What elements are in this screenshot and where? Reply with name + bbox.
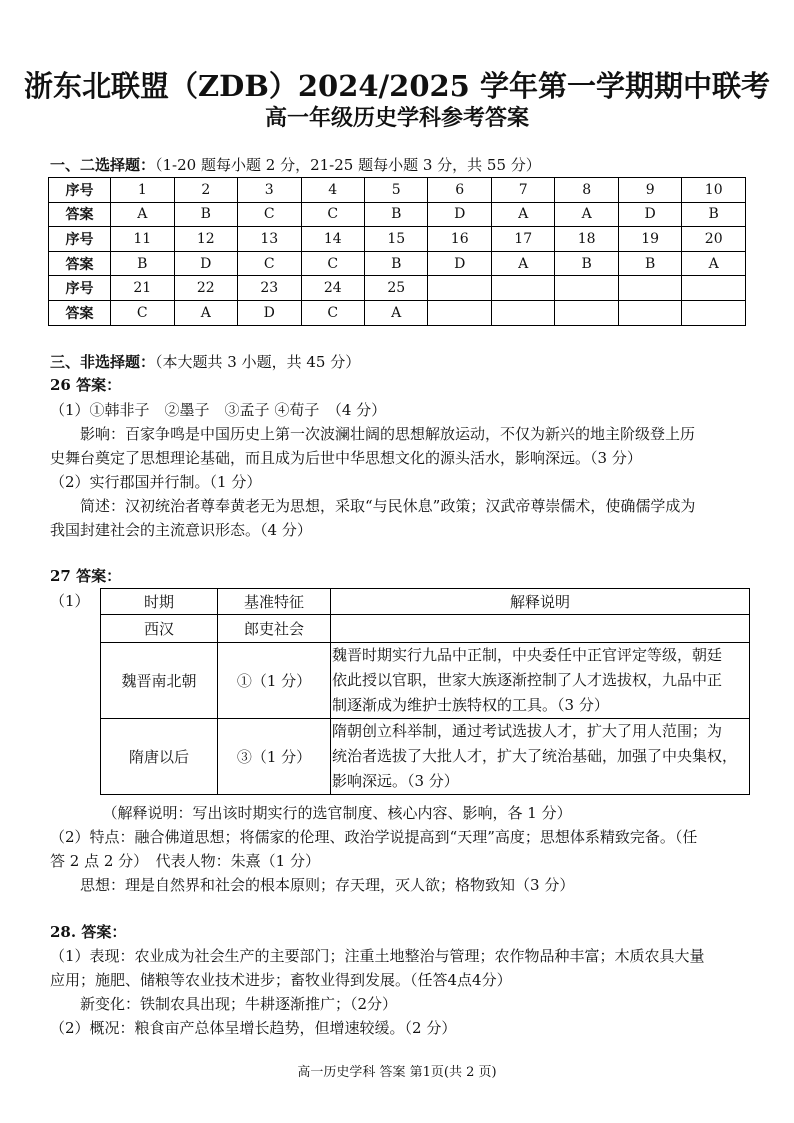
answer-cell: B: [364, 202, 427, 227]
question-number-cell: 3: [238, 178, 301, 203]
answer-cell: B: [111, 251, 174, 276]
header-explain: 解释说明: [331, 589, 750, 615]
question-number-cell: [618, 276, 681, 301]
question-number-cell: 18: [555, 227, 618, 252]
answer-line: （2）特点：融合佛道思想；将儒家的伦理、政治学说提高到“天理”高度；思想体系精致完备。（任: [50, 828, 698, 846]
answer-line: 影响：百家争鸣是中国历史上第一次波澜壮阔的思想解放运动，不仅为新兴的地主阶级登上历: [50, 425, 696, 443]
answer-cell: A: [555, 202, 618, 227]
answer-cell: D: [618, 202, 681, 227]
answer-line: 我国封建社会的主流意识形态。（4 分）: [50, 521, 312, 539]
answer-line: 应用；施肥、储粮等农业技术进步；畜牧业得到发展。（任答4点4分）: [50, 971, 512, 989]
explain-line: 统治者选拔了大批人才，扩大了统治基础，加强了中央集权，: [332, 747, 738, 765]
table-row: [101, 615, 750, 643]
number-row: [49, 227, 746, 252]
section3-title: 三、非选择题：: [50, 353, 156, 371]
answer-row-label: 答案: [49, 251, 111, 276]
question-number-cell: 25: [364, 276, 427, 301]
answer-cell: C: [301, 300, 364, 325]
document-subtitle: 高一年级历史学科参考答案: [264, 105, 529, 131]
explain-cell: [331, 719, 750, 795]
section1-title: 一、二选择题：: [50, 156, 156, 174]
answer-line: （2）概况：粮食亩产总体呈增长趋势，但增速较缓。（2 分）: [50, 1019, 457, 1037]
q27-selection-system-table: [100, 588, 750, 795]
document-title: 浙东北联盟（ZDB）2024/2025 学年第一学期期中联考: [24, 69, 770, 103]
question-number-cell: [491, 276, 554, 301]
answer-line: 简述：汉初统治者尊奉黄老无为思想，采取“与民休息”政策；汉武帝尊崇儒术，使确儒学成为: [50, 497, 696, 515]
answer-cell: [682, 300, 746, 325]
header-period: 时期: [101, 589, 218, 615]
answer-cell: D: [174, 251, 237, 276]
question-number-cell: 19: [618, 227, 681, 252]
answer-cell: B: [618, 251, 681, 276]
page-footer: 高一历史学科 答案 第1页(共 2 页): [297, 1065, 497, 1080]
number-row-label: 序号: [49, 276, 111, 301]
question-number-cell: 16: [428, 227, 491, 252]
answer-line: （1）①韩非子 ②墨子 ③孟子 ④荀子 （4 分）: [50, 401, 387, 419]
question-number-cell: 17: [491, 227, 554, 252]
explain-cell: [331, 615, 750, 643]
question-number-cell: 5: [364, 178, 427, 203]
answer-cell: [428, 300, 491, 325]
explain-line: 制逐渐成为维护士族特权的工具。（3 分）: [332, 696, 609, 714]
number-row-label: 序号: [49, 178, 111, 203]
question-number-cell: 10: [682, 178, 746, 203]
answer-cell: D: [428, 251, 491, 276]
q27-label: 27 答案：: [50, 567, 122, 585]
answer-cell: C: [238, 202, 301, 227]
answer-cell: B: [682, 202, 746, 227]
question-number-cell: 13: [238, 227, 301, 252]
answer-cell: [491, 300, 554, 325]
section1-note: （1-20 题每小题 2 分，21-25 题每小题 3 分，共 55 分）: [155, 156, 541, 174]
answer-cell: A: [682, 251, 746, 276]
answer-cell: A: [491, 251, 554, 276]
answer-cell: D: [238, 300, 301, 325]
answer-cell: A: [111, 202, 174, 227]
question-number-cell: [682, 276, 746, 301]
answer-cell: [555, 300, 618, 325]
table-row: [101, 643, 750, 719]
question-number-cell: 24: [301, 276, 364, 301]
answer-row-label: 答案: [49, 300, 111, 325]
answer-cell: C: [301, 202, 364, 227]
number-row-label: 序号: [49, 227, 111, 252]
question-number-cell: [555, 276, 618, 301]
question-number-cell: 21: [111, 276, 174, 301]
answer-row: [49, 251, 746, 276]
question-number-cell: 23: [238, 276, 301, 301]
answer-line: 答 2 点 2 分） 代表人物：朱熹（1 分）: [50, 852, 320, 870]
question-number-cell: 9: [618, 178, 681, 203]
answer-row: [49, 300, 746, 325]
number-row: [49, 178, 746, 203]
explain-cell: [331, 643, 750, 719]
q28-label: 28. 答案：: [50, 923, 127, 941]
answer-line: （2）实行郡国并行制。（1 分）: [50, 473, 262, 491]
answer-cell: A: [491, 202, 554, 227]
answer-cell: C: [238, 251, 301, 276]
answer-line: 史舞台奠定了思想理论基础，而且成为后世中华思想文化的源头活水，影响深远。（3 分）: [50, 449, 642, 467]
question-number-cell: 8: [555, 178, 618, 203]
question-number-cell: 1: [111, 178, 174, 203]
answer-line: （1）表现：农业成为社会生产的主要部门；注重土地整治与管理；农作物品种丰富；木质农具大量: [50, 947, 705, 965]
period-cell: 隋唐以后: [101, 719, 218, 795]
question-number-cell: 6: [428, 178, 491, 203]
explain-line: 隋朝创立科举制，通过考试选拔人才，扩大了用人范围；为: [332, 722, 723, 740]
question-number-cell: 12: [174, 227, 237, 252]
question-number-cell: 11: [111, 227, 174, 252]
answer-cell: B: [364, 251, 427, 276]
section3-heading: [50, 352, 360, 372]
feature-cell: ①（1 分）: [218, 643, 331, 719]
answer-row: [49, 202, 746, 227]
question-number-cell: 4: [301, 178, 364, 203]
multiple-choice-answer-table: [48, 177, 746, 326]
table-row: [101, 719, 750, 795]
explain-line: 影响深远。（3 分）: [332, 772, 459, 790]
question-number-cell: 15: [364, 227, 427, 252]
answer-line: （解释说明：写出该时期实行的选官制度、核心内容、影响，各 1 分）: [50, 804, 572, 822]
answer-cell: [618, 300, 681, 325]
feature-cell: 郎吏社会: [218, 615, 331, 643]
header-feature: 基准特征: [218, 589, 331, 615]
feature-cell: ③（1 分）: [218, 719, 331, 795]
answer-cell: A: [364, 300, 427, 325]
question-number-cell: 2: [174, 178, 237, 203]
section3-note: （本大题共 3 小题，共 45 分）: [155, 353, 361, 371]
question-number-cell: 14: [301, 227, 364, 252]
number-row: [49, 276, 746, 301]
answer-cell: A: [174, 300, 237, 325]
period-cell: 西汉: [101, 615, 218, 643]
explain-line: 魏晋时期实行九品中正制，中央委任中正官评定等级，朝廷: [332, 646, 723, 664]
answer-cell: C: [301, 251, 364, 276]
q27-part1-label: （1）: [50, 592, 90, 610]
question-number-cell: 22: [174, 276, 237, 301]
question-number-cell: [428, 276, 491, 301]
answer-cell: C: [111, 300, 174, 325]
question-number-cell: 20: [682, 227, 746, 252]
answer-cell: B: [555, 251, 618, 276]
answer-row-label: 答案: [49, 202, 111, 227]
answer-cell: D: [428, 202, 491, 227]
explain-line: 依此授以官职，世家大族逐渐控制了人才选拔权，九品中正: [332, 671, 723, 689]
section1-heading: [50, 155, 541, 175]
question-number-cell: 7: [491, 178, 554, 203]
answer-cell: B: [174, 202, 237, 227]
table-header-row: [101, 589, 750, 615]
q26-label: 26 答案：: [50, 376, 122, 394]
answer-line: 新变化：铁制农具出现；牛耕逐渐推广；（2分）: [50, 995, 398, 1013]
period-cell: 魏晋南北朝: [101, 643, 218, 719]
answer-line: 思想：理是自然界和社会的根本原则；存天理，灭人欲；格物致知（3 分）: [50, 876, 575, 894]
